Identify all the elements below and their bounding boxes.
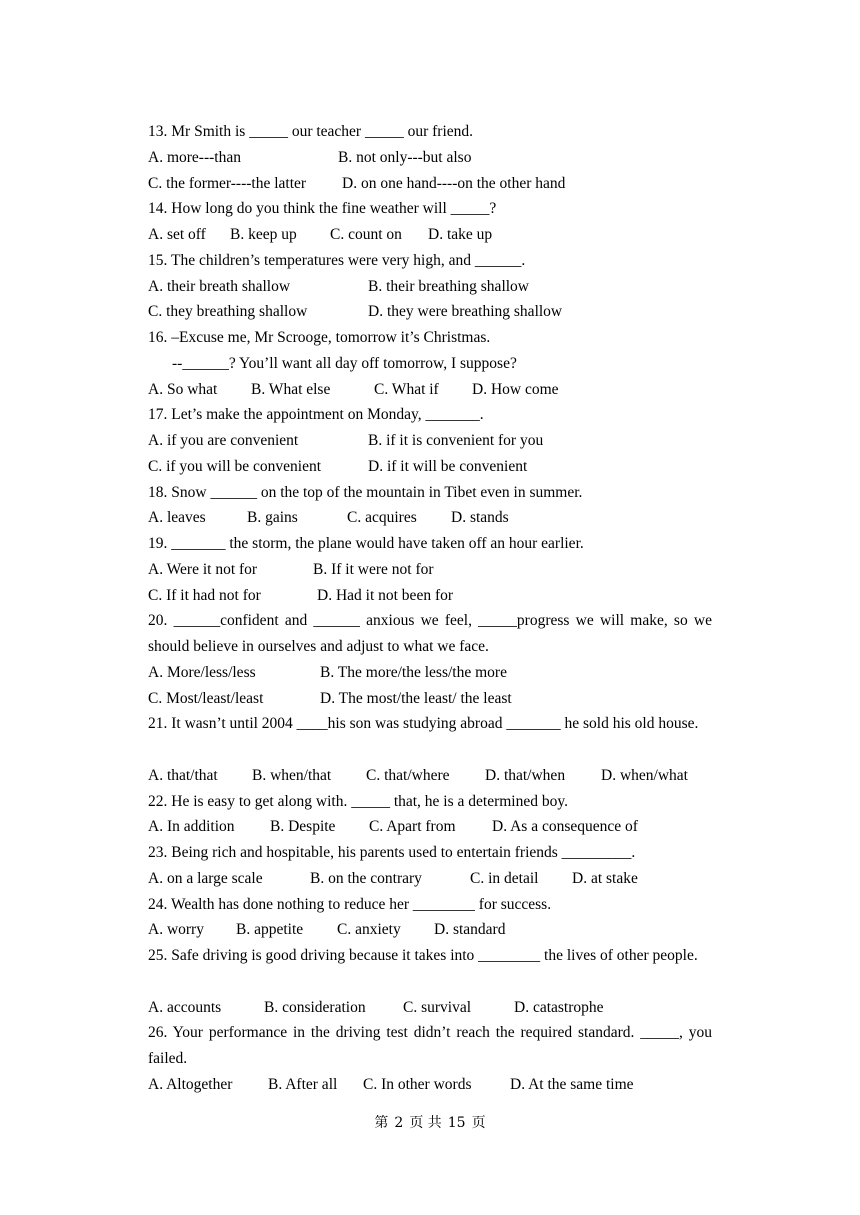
question-20-stem: 20. ______confident and ______ anxious we feel, _____progress we will make, so we should believe in ourselves and adjust to what we face. [148,612,712,655]
option-24-c: C. anxiety [337,921,401,939]
option-15-c: C. they breathing shallow [148,303,308,321]
question-13-options-row1 [148,145,712,171]
option-16-b: B. What else [251,380,331,398]
option-16-c: C. What if [374,380,439,398]
question-24-options [148,917,712,943]
option-26-b: B. After all [268,1075,338,1093]
question-15-stem: 15. The children’s temperatures were very high, and ______. [148,251,526,269]
footer-suffix: 页 [471,1115,486,1131]
option-18-b: B. gains [247,509,298,527]
question-16-stem: 16. –Excuse me, Mr Scrooge, tomorrow it’s Christmas. [148,329,491,346]
option-14-a: A. set off [148,226,206,243]
question-16-reply: --______? You’ll want all day off tomorrow, I suppose? [172,354,517,372]
question-22-stem: 22. He is easy to get along with. _____ that, he is a determined boy. [148,792,568,810]
question-24-stem: 24. Wealth has done nothing to reduce her ________ for success. [148,895,552,913]
option-21-a: A. that/that [148,766,218,784]
question-14-options [148,222,712,248]
question-list [148,119,712,1098]
option-19-a: A. Were it not for [148,560,258,578]
option-13-c: C. the former----the latter [148,174,307,192]
option-16-a: A. So what [148,380,218,398]
option-24-a: A. worry [148,921,204,939]
option-26-d: D. At the same time [510,1075,634,1093]
option-14-b: B. keep up [230,226,297,243]
option-24-b: B. appetite [236,921,304,939]
option-17-c: C. if you will be convenient [148,457,322,475]
option-17-a: A. if you are convenient [148,432,299,449]
question-19-options-row2 [148,583,712,609]
page-footer [0,1113,860,1133]
question-21-options [148,763,712,789]
question-19-options-row1 [148,557,712,583]
option-13-a: A. more---than [148,148,241,166]
option-19-d: D. Had it not been for [317,586,454,604]
option-14-c: C. count on [330,226,402,243]
question-22-options [148,814,712,840]
question-15-options-row2 [148,299,712,325]
option-15-b: B. their breathing shallow [368,277,529,295]
option-15-d: D. they were breathing shallow [368,303,563,321]
footer-total-pages: 15 [447,1115,466,1131]
question-17-options-row1 [148,428,712,454]
option-22-b: B. Despite [270,818,336,836]
footer-prefix: 第 [374,1115,389,1131]
option-16-d: D. How come [472,380,559,398]
question-13-options-row2 [148,171,712,197]
option-17-d: D. if it will be convenient [368,457,528,475]
option-22-c: C. Apart from [369,818,456,836]
option-18-a: A. leaves [148,509,206,527]
option-23-c: C. in detail [470,869,539,887]
question-13-stem: 13. Mr Smith is _____ our teacher _____ our friend. [148,123,474,140]
question-19-stem: 19. _______ the storm, the plane would have taken off an hour earlier. [148,535,584,552]
option-14-d: D. take up [428,226,493,243]
question-26-options [148,1072,712,1098]
footer-middle: 页 共 [409,1115,442,1131]
option-13-d: D. on one hand----on the other hand [342,174,566,192]
option-24-d: D. standard [434,921,506,939]
option-17-b: B. if it is convenient for you [368,432,544,449]
question-14-stem: 14. How long do you think the fine weather will _____? [148,200,497,218]
option-21-b: B. when/that [252,766,332,784]
option-19-c: C. If it had not for [148,586,261,604]
option-26-c: C. In other words [363,1075,472,1093]
question-21-stem: 21. It wasn’t until 2004 ____his son was studying abroad _______ he sold his old house. [148,715,699,733]
option-22-a: A. In addition [148,818,235,836]
question-20-options-row1 [148,660,712,686]
question-18-options [148,505,712,531]
question-17-stem: 17. Let’s make the appointment on Monday, _______. [148,406,484,424]
question-23-stem: 23. Being rich and hospitable, his parents used to entertain friends _________. [148,844,636,861]
option-21-c: C. that/where [366,766,450,784]
question-20-options-row2 [148,686,712,712]
option-21-e: D. when/what [601,766,688,784]
option-20-c: C. Most/least/least [148,689,264,707]
question-25-options [148,995,712,1021]
question-15-options-row1 [148,274,712,300]
footer-page-number: 2 [394,1115,404,1131]
option-20-b: B. The more/the less/the more [320,663,507,681]
question-16-options [148,377,712,403]
option-18-d: D. stands [451,509,509,527]
option-25-a: A. accounts [148,998,222,1016]
question-23-options [148,866,712,892]
option-19-b: B. If it were not for [313,560,434,578]
option-25-b: B. consideration [264,998,366,1016]
question-25-stem: 25. Safe driving is good driving because it takes into ________ the lives of other people. [148,947,698,964]
question-26-stem: 26. Your performance in the driving test didn’t reach the required standard. _____, you failed. [148,1024,712,1067]
option-20-d: D. The most/the least/ the least [320,689,512,707]
option-22-d: D. As a consequence of [492,818,638,836]
option-15-a: A. their breath shallow [148,277,291,295]
option-26-a: A. Altogether [148,1075,233,1093]
option-21-d: D. that/when [485,766,566,784]
question-17-options-row2 [148,454,712,480]
question-18-stem: 18. Snow ______ on the top of the mountain in Tibet even in summer. [148,483,583,501]
option-25-c: C. survival [403,998,472,1016]
option-13-b: B. not only---but also [338,148,472,166]
option-23-a: A. on a large scale [148,869,263,887]
option-20-a: A. More/less/less [148,663,256,681]
option-23-b: B. on the contrary [310,869,422,887]
option-25-d: D. catastrophe [514,998,604,1016]
option-18-c: C. acquires [347,509,417,527]
option-23-d: D. at stake [572,869,638,887]
